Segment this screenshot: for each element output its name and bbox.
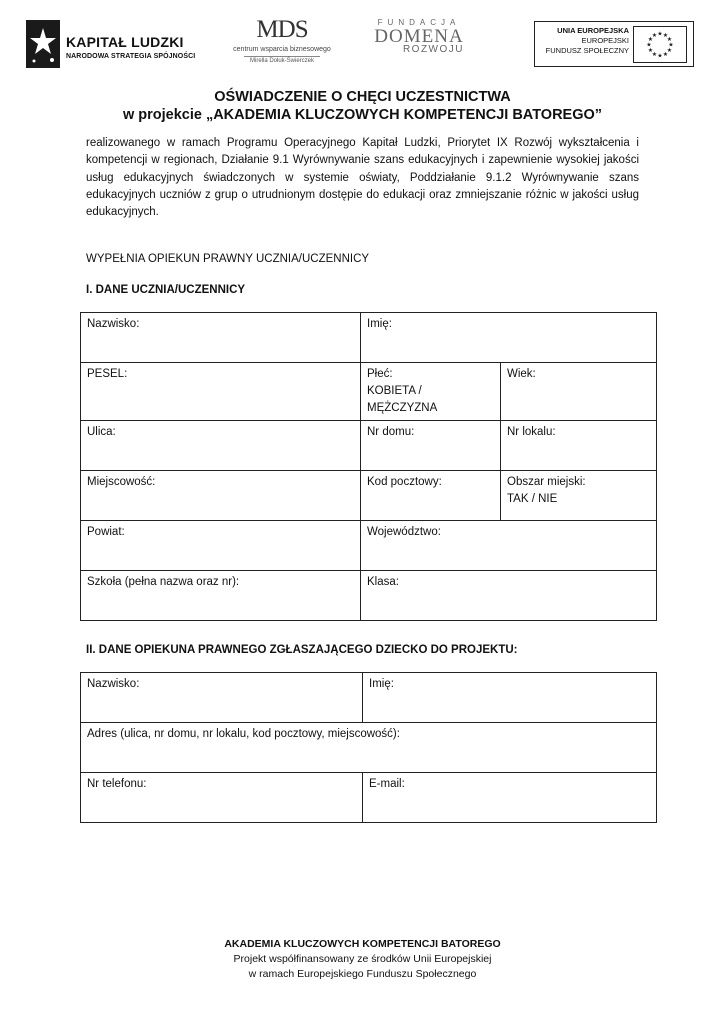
footer-fund: w ramach Europejskiego Funduszu Społecznego bbox=[248, 968, 477, 980]
student-street-field[interactable] bbox=[81, 421, 361, 471]
table-row bbox=[81, 773, 657, 823]
field-label: Nr domu: bbox=[367, 426, 415, 438]
field-label: Województwo: bbox=[367, 526, 441, 538]
eu-flag-icon bbox=[633, 26, 687, 63]
field-label: PESEL: bbox=[87, 368, 128, 380]
student-city-field[interactable] bbox=[81, 471, 361, 521]
eu-star-icon: ★ bbox=[646, 42, 652, 49]
student-age-field[interactable] bbox=[501, 363, 657, 421]
table-row bbox=[81, 421, 657, 471]
eu-line3: FUNDUSZ SPOŁECZNY bbox=[545, 46, 629, 55]
student-class-field[interactable] bbox=[361, 571, 657, 621]
footer bbox=[0, 937, 725, 982]
field-label: Imię: bbox=[369, 678, 394, 690]
eu-logo bbox=[534, 21, 694, 67]
eu-star-icon: ★ bbox=[657, 53, 663, 60]
domena-sub: ROZWOJU bbox=[402, 44, 464, 55]
field-label: Kod pocztowy: bbox=[367, 476, 442, 488]
field-label: Wiek: bbox=[507, 368, 536, 380]
document-subtitle: w projekcie „AKADEMIA KLUCZOWYCH KOMPETENCJI BATOREGO” bbox=[122, 107, 603, 123]
field-label: Nr telefonu: bbox=[87, 778, 147, 790]
mds-owner-name: Mirella Dołuk-Świerczek bbox=[244, 56, 320, 64]
guardian-email-field[interactable] bbox=[363, 773, 657, 823]
field-label: Ulica: bbox=[87, 426, 116, 438]
guardian-data-table bbox=[80, 672, 657, 823]
eu-star-icon: ★ bbox=[647, 48, 654, 54]
kapital-ludzki-subtitle: NARODOWA STRATEGIA SPÓJNOŚCI bbox=[66, 53, 196, 60]
student-school-field[interactable] bbox=[81, 571, 361, 621]
logo-bar bbox=[26, 16, 694, 78]
eu-star-icon: ★ bbox=[647, 37, 654, 43]
eu-star-icon: ★ bbox=[666, 48, 673, 54]
field-label: Obszar miejski: bbox=[507, 476, 586, 488]
field-label: Imię: bbox=[367, 318, 392, 330]
student-house-no-field[interactable] bbox=[361, 421, 501, 471]
document-title: OŚWIADCZENIE O CHĘCI UCZESTNICTWA bbox=[214, 89, 511, 105]
student-pesel-field[interactable] bbox=[81, 363, 361, 421]
table-row bbox=[81, 521, 657, 571]
eu-line2: EUROPEJSKI bbox=[581, 36, 629, 45]
eu-line1: UNIA EUROPEJSKA bbox=[557, 26, 629, 35]
student-voivodeship-field[interactable] bbox=[361, 521, 657, 571]
field-label: Miejscowość: bbox=[87, 476, 156, 488]
table-row bbox=[81, 471, 657, 521]
table-row bbox=[81, 571, 657, 621]
field-label: Nr lokalu: bbox=[507, 426, 556, 438]
student-postal-code-field[interactable] bbox=[361, 471, 501, 521]
field-label: Nazwisko: bbox=[87, 318, 140, 330]
field-label: Szkoła (pełna nazwa oraz nr): bbox=[87, 576, 240, 588]
section1-heading: I. DANE UCZNIA/UCZENNICY bbox=[86, 284, 246, 296]
kapital-ludzki-title: KAPITAŁ LUDZKI bbox=[66, 34, 184, 50]
student-county-field[interactable] bbox=[81, 521, 361, 571]
field-label: E-mail: bbox=[369, 778, 405, 790]
field-label: Powiat: bbox=[87, 526, 125, 538]
mds-subtitle: centrum wsparcia biznesowego bbox=[233, 46, 331, 53]
field-label: Adres (ulica, nr domu, nr lokalu, kod pocztowy, miejscowość): bbox=[87, 728, 400, 740]
eu-star-icon: ★ bbox=[651, 52, 658, 58]
student-first-name-field[interactable] bbox=[361, 313, 657, 363]
gender-options[interactable]: KOBIETA / MĘŻCZYZNA bbox=[367, 385, 438, 414]
guardian-phone-field[interactable] bbox=[81, 773, 363, 823]
student-data-table bbox=[80, 312, 657, 621]
section2-heading: II. DANE OPIEKUNA PRAWNEGO ZGŁASZAJĄCEGO DZIECKO DO PROJEKTU: bbox=[86, 644, 518, 656]
fill-instruction: WYPEŁNIA OPIEKUN PRAWNY UCZNIA/UCZENNICY bbox=[86, 253, 370, 265]
field-label: Płeć: bbox=[367, 368, 393, 380]
footer-cofinancing: Projekt współfinansowany ze środków Unii Europejskiej bbox=[233, 953, 492, 965]
student-urban-area-field[interactable] bbox=[501, 471, 657, 521]
field-label: Klasa: bbox=[367, 576, 399, 588]
domena-name: DOMENA bbox=[374, 26, 464, 47]
eu-star-icon: ★ bbox=[662, 33, 669, 39]
field-label: Nazwisko: bbox=[87, 678, 140, 690]
eu-star-icon: ★ bbox=[657, 31, 663, 38]
student-surname-field[interactable] bbox=[81, 313, 361, 363]
table-row bbox=[81, 723, 657, 773]
table-row bbox=[81, 673, 657, 723]
urban-options[interactable]: TAK / NIE bbox=[507, 493, 558, 505]
eu-star-icon: ★ bbox=[651, 33, 658, 39]
domena-fund-label: FUNDACJA bbox=[377, 18, 461, 27]
table-row bbox=[81, 313, 657, 363]
intro-paragraph: realizowanego w ramach Programu Operacyjnego Kapitał Ludzki, Priorytet IX Rozwój wykształcenia i kompetencji w regionach, Działanie 9.1 Wyrównywanie szans edukacyjnych i zapewnienie wysokiej jakości usług edukacyjnych świadczonych w systemie oświaty, Poddziałanie 9.1.2 Wyrównywanie szans edukacyjnych uczniów z grup o utrudnionym dostępie do edukacji oraz zmniejszanie różnic w jakości usług edukacyjnych. bbox=[86, 137, 639, 219]
table-row bbox=[81, 363, 657, 421]
guardian-address-field[interactable] bbox=[81, 723, 657, 773]
eu-star-icon: ★ bbox=[662, 52, 669, 58]
guardian-first-name-field[interactable] bbox=[363, 673, 657, 723]
guardian-surname-field[interactable] bbox=[81, 673, 363, 723]
student-flat-no-field[interactable] bbox=[501, 421, 657, 471]
eu-text bbox=[53, 26, 629, 56]
eu-star-icon: ★ bbox=[666, 37, 673, 43]
footer-project-name: AKADEMIA KLUCZOWYCH KOMPETENCJI BATOREGO bbox=[224, 938, 501, 950]
mds-mark: MDS bbox=[256, 16, 308, 43]
eu-star-icon: ★ bbox=[668, 42, 674, 49]
student-gender-field[interactable] bbox=[361, 363, 501, 421]
